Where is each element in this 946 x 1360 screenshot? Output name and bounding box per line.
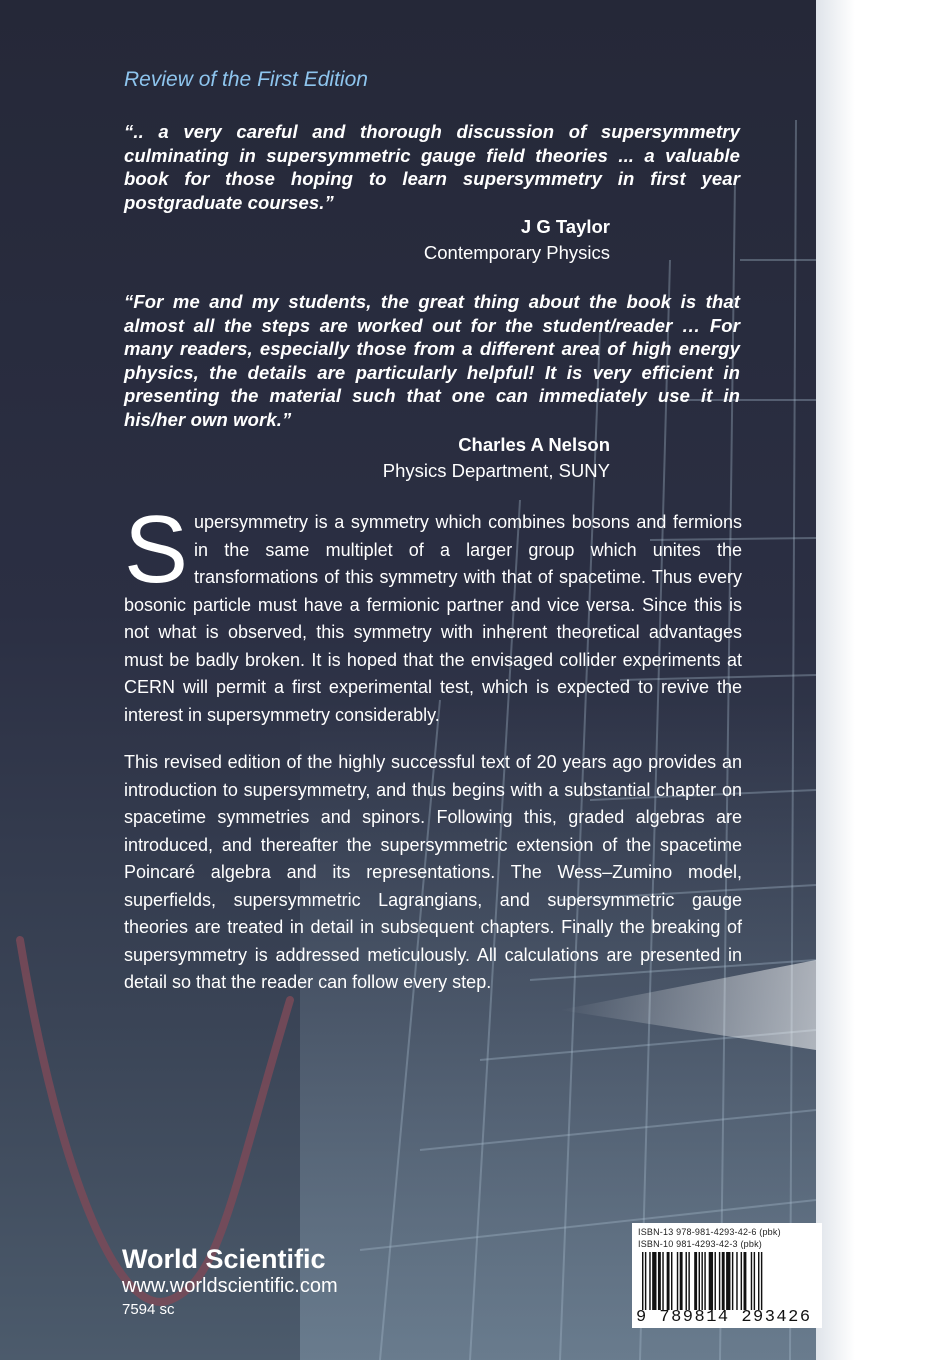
barcode-digits: 9 789814 293426 (636, 1308, 812, 1327)
blurb-paragraph-1-text: upersymmetry is a symmetry which combines bosons and fermions in the same multiplet of a larger group which unites the transformations of this symmetry with that of spacetime. Thus every bosonic particle must have a fermionic partner and vice versa. Since this is not what is observed, this symmetry with inherent theoretical advantages must be badly broken. It is hoped that the envisaged collider experiments at CERN will permit a first experimental test, which is expected to revive the interest in supersymmetry considerably. (124, 512, 742, 725)
barcode-bar (709, 1252, 713, 1310)
blurb-paragraph-1 (124, 496, 742, 729)
barcode-bar (741, 1252, 742, 1310)
barcode-bar (701, 1252, 702, 1310)
page-edge (816, 0, 946, 1360)
barcode-bar (754, 1252, 755, 1310)
barcode-bar (761, 1252, 762, 1310)
isbn-10-label: ISBN-10 981-4293-42-3 (pbk) (638, 1239, 762, 1249)
quote-1-author: J G Taylor (520, 216, 610, 237)
review-quote-1: “.. a very careful and thorough discussion of supersymmetry culminating in supersymmetric gauge field theories ... a valuable book for those hoping to learn supersymmetry in first year postgraduate courses.” (124, 121, 740, 213)
barcode-bars (638, 1252, 816, 1310)
barcode-bar (722, 1252, 725, 1310)
barcode-bar (662, 1252, 663, 1310)
barcode-bar (658, 1252, 661, 1310)
barcode-bar (680, 1252, 683, 1310)
barcode-bar (671, 1252, 672, 1310)
barcode-bar (726, 1252, 730, 1310)
blurb-paragraph-2: This revised edition of the highly successful text of 20 years ago provides an introduction to supersymmetry, and thus begins with a substantial chapter on spacetime symmetries and spinors. Following this, graded algebras are introduced, and thereafter the supersymmetric extension of the spacetime Poincaré algebra and its representations. The Wess–Zumino model, superfields, supersymmetric Lagrangians, and supersymmetric gauge theories are treated in detail in subsequent chapters. Finally the breaking of supersymmetry is addressed meticulously. All calculations are presented in detail so that the reader can follow every step. (124, 752, 742, 992)
barcode-bar (642, 1252, 643, 1310)
barcode-bar (704, 1252, 705, 1310)
barcode-bar (645, 1252, 646, 1310)
barcode-bar (688, 1252, 689, 1310)
barcode-bar (667, 1252, 670, 1310)
barcode-bar (715, 1252, 716, 1310)
review-heading: Review of the First Edition (124, 68, 368, 91)
quote-1-affiliation: Contemporary Physics (423, 242, 610, 263)
barcode-bar (732, 1252, 733, 1310)
quote-2-author: Charles A Nelson (458, 434, 610, 455)
barcode-bar (677, 1252, 678, 1310)
quote-2-affiliation: Physics Department, SUNY (382, 460, 610, 481)
barcode-bar (719, 1252, 720, 1310)
isbn-barcode (632, 1223, 822, 1328)
barcode-bar (686, 1252, 687, 1310)
product-code: 7594 sc (122, 1301, 175, 1318)
barcode-bar (751, 1252, 752, 1310)
barcode-bar (699, 1252, 700, 1310)
barcode-bar (694, 1252, 697, 1310)
barcode-bar (744, 1252, 747, 1310)
barcode-bar (652, 1252, 656, 1310)
isbn-13-label: ISBN-13 978-981-4293-42-6 (pbk) (638, 1227, 781, 1237)
publisher-url: www.worldscientific.com (122, 1275, 338, 1297)
barcode-bar (736, 1252, 737, 1310)
drop-cap: S (124, 496, 189, 603)
barcode-bar (758, 1252, 759, 1310)
review-quote-2: “For me and my students, the great thing about the book is that almost all the steps are worked out for the student/reader … For many readers, especially those from a different area of high energy physics, the details are particularly helpful! It is very efficient in presenting the material such that one can immediately use it in his/her own work.” (124, 291, 740, 430)
publisher-name: World Scientific (122, 1244, 326, 1274)
barcode-bar (649, 1252, 650, 1310)
